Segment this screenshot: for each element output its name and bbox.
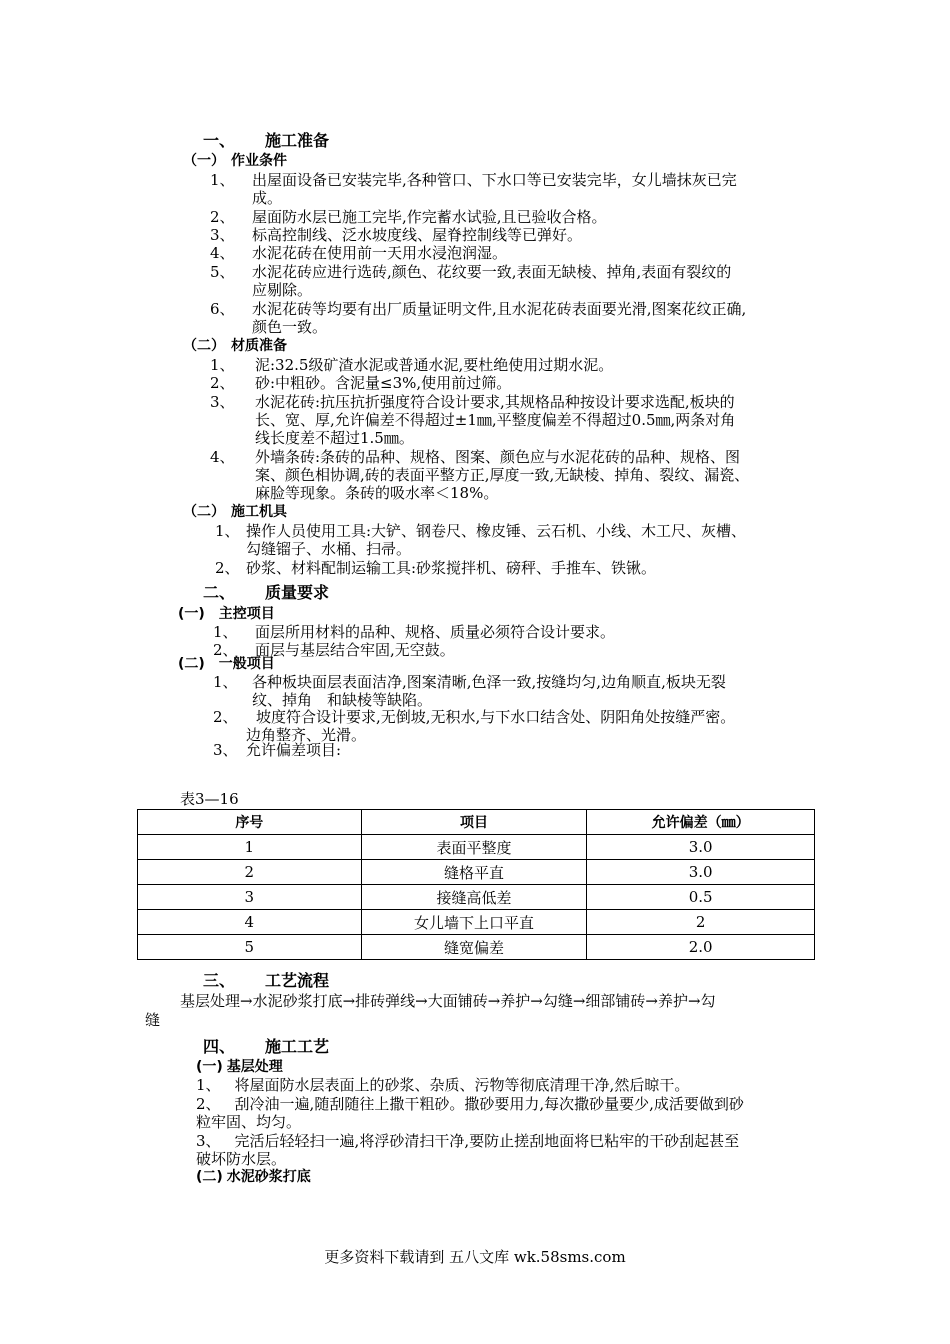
list-item: 5、 (210, 263, 235, 281)
list-item-text: 操作人员使用工具:大铲、钢卷尺、橡皮锤、云石机、小线、木工尺、灰槽、 勾缝镏子、水桶、扫帚。 (246, 522, 747, 558)
cell-index: 1 (138, 835, 362, 860)
section-3-heading: 三、 工艺流程 (203, 971, 330, 990)
list-item: 3、 (210, 226, 235, 244)
cell-item: 接缝高低差 (361, 885, 587, 910)
subsection-4a-heading: (一) 基层处理 (196, 1059, 283, 1075)
tolerance-table (137, 809, 815, 960)
list-item-text: 水泥花砖在使用前一天用水浸泡润湿。 (252, 244, 508, 262)
process-flow-line: 基层处理→水泥砂浆打底→排砖弹线→大面铺砖→养护→勾缝→细部铺砖→养护→勾 (180, 992, 716, 1010)
list-item: 3、 (210, 393, 235, 411)
list-item-text: 标高控制线、泛水坡度线、屋脊控制线等已弹好。 (252, 226, 583, 244)
list-item-text: 泥:32.5级矿渣水泥或普通水泥,要杜绝使用过期水泥。 (255, 356, 614, 374)
cell-item: 表面平整度 (361, 835, 587, 860)
subsection-2b-heading: (二) 一般项目 (178, 656, 275, 672)
subsection-1b-heading: （二） 材质准备 (183, 338, 287, 354)
section-2-heading: 二、 质量要求 (203, 583, 330, 602)
list-item-text: 坡度符合设计要求,无倒坡,无积水,与下水口结含处、阴阳角处按缝严密。 边角整齐、光滑。 (246, 708, 736, 744)
list-item: 2、 (213, 641, 238, 659)
table-caption: 表3—16 (180, 790, 239, 808)
table-row (138, 860, 815, 885)
list-item-text: 面层与基层结合牢固,无空鼓。 (255, 641, 455, 659)
subsection-1c-heading: （二） 施工机具 (183, 504, 287, 520)
list-item: 3、 (213, 741, 238, 759)
list-item-text: 水泥花砖应进行选砖,颜色、花纹要一致,表面无缺棱、掉角,表面有裂纹的 应剔除。 (252, 263, 732, 299)
list-item: 4、 (210, 244, 235, 262)
list-item: 6、 (210, 300, 235, 318)
cell-index: 5 (138, 935, 362, 960)
list-item: 1、 (213, 623, 238, 641)
footer-text: 更多资料下载请到 五八文库 wk.58sms.com (324, 1248, 626, 1266)
process-flow-line-cont: 缝 (145, 1011, 161, 1029)
subsection-1a-heading: （一） 作业条件 (183, 153, 287, 169)
list-item: 1、 将屋面防水层表面上的砂浆、杂质、污物等彻底清理干净,然后晾干。 (196, 1076, 690, 1094)
cell-item: 缝格平直 (361, 860, 587, 885)
cell-item: 女儿墙下上口平直 (361, 910, 587, 935)
list-item-text: 砂浆、材料配制运输工具:砂浆搅拌机、磅秤、手推车、铁锹。 (246, 559, 657, 577)
cell-index: 3 (138, 885, 362, 910)
list-item: 2、 (213, 708, 238, 726)
cell-tolerance: 2 (587, 910, 815, 935)
header-tolerance: 允许偏差（㎜） (587, 810, 815, 835)
cell-tolerance: 3.0 (587, 835, 815, 860)
table-row (138, 885, 815, 910)
list-item: 2、 刮冷油一遍,随刮随往上撒干粗砂。撒砂要用力,每次撒砂量要少,成活要做到砂 粒牢固、均匀。 (196, 1095, 744, 1131)
list-item: 4、 (210, 448, 235, 466)
list-item-text: 各种板块面层表面洁净,图案清晰,色泽一致,按缝均匀,边角顺直,板块无裂 纹、掉角 和缺棱等缺陷。 (252, 673, 726, 709)
section-4-heading: 四、 施工工艺 (203, 1037, 330, 1056)
list-item: 1、 (210, 171, 235, 189)
list-item: 1、 (210, 356, 235, 374)
header-index: 序号 (138, 810, 362, 835)
header-item: 项目 (361, 810, 587, 835)
cell-tolerance: 2.0 (587, 935, 815, 960)
table-header-row (138, 810, 815, 835)
table-row (138, 910, 815, 935)
table-row (138, 935, 815, 960)
list-item: 1、 (213, 673, 238, 691)
cell-index: 2 (138, 860, 362, 885)
subsection-2a-heading: (一) 主控项目 (178, 606, 275, 622)
table-row (138, 835, 815, 860)
cell-tolerance: 0.5 (587, 885, 815, 910)
list-item-text: 水泥花砖等均要有出厂质量证明文件,且水泥花砖表面要光滑,图案花纹正确, 颜色一致。 (252, 300, 747, 336)
cell-index: 4 (138, 910, 362, 935)
list-item-text: 出屋面设备已安装完毕,各种管口、下水口等已安装完毕，女儿墙抹灰已完 成。 (252, 171, 737, 207)
list-item: 2、 (210, 374, 235, 392)
list-item: 1、 (215, 522, 240, 540)
list-item: 2、 (210, 208, 235, 226)
list-item: 3、 完活后轻轻扫一遍,将浮砂清扫干净,要防止搓刮地面将巳粘牢的干砂刮起甚至 破坏防水层。 (196, 1132, 740, 1168)
section-1-heading: 一、 施工准备 (203, 131, 330, 150)
list-item-text: 面层所用材料的品种、规格、质量必须符合设计要求。 (255, 623, 616, 641)
list-item-text: 屋面防水层已施工完毕,作完蓄水试验,且已验收合格。 (252, 208, 607, 226)
list-item-text: 水泥花砖:抗压抗折强度符合设计要求,其规格品种按设计要求选配,板块的 长、宽、厚,允许偏差不得超过±1㎜,平整度偏差不得超过0.5㎜,两条对角 线长度差不超过1.5㎜。 (255, 393, 736, 447)
list-item-text: 允许偏差项目: (246, 741, 342, 759)
subsection-4b-heading: (二) 水泥砂浆打底 (196, 1169, 311, 1185)
list-item: 2、 (215, 559, 240, 577)
cell-tolerance: 3.0 (587, 860, 815, 885)
list-item-text: 外墙条砖:条砖的品种、规格、图案、颜色应与水泥花砖的品种、规格、图 案、颜色相协调,砖的表面平整方正,厚度一致,无缺棱、掉角、裂纹、漏瓷、 麻脸等现象。条砖的吸水率＜18%。 (255, 448, 750, 502)
list-item-text: 砂:中粗砂。含泥量≤3%,使用前过筛。 (255, 374, 512, 392)
cell-item: 缝宽偏差 (361, 935, 587, 960)
